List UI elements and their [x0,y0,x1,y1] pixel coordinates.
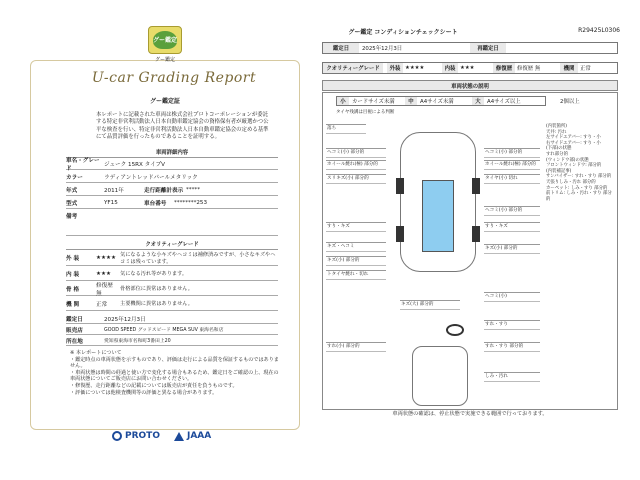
address-label: 所在地 [66,338,83,345]
jaaa-triangle-icon [174,432,184,441]
interior-note: サンバイザー: すれ・すり 部分的 [546,174,612,180]
damage-label-left: 落ち [326,124,366,134]
dealer-row [66,325,278,335]
rating-label: 機 関 [66,301,80,308]
size-big-desc: A4サイズ以上 [487,99,521,105]
checksheet-ext-label: 外装 [387,63,403,73]
vehicle-remarks-row [66,210,278,236]
checksheet-frame-label: 修復歴 [493,63,515,73]
rating-label: 骨 格 [66,286,80,293]
footer-logos [112,428,272,444]
interior-note: (ウィンドウ部)の状態 [546,157,589,163]
seal-text: グー鑑定 [152,37,177,44]
damage-label-right: すれ・すり 部分的 [484,342,540,352]
interior-note: 前トリム: しみ・汚れ・すり 部分的 [546,191,612,202]
rating-stars: 修復歴 無 [96,282,113,297]
note-line: ・車両状態は時間の経過と使い方で変化する場合もあるため、鑑定日をご確認の上、現在の車両状態についてご販売店にお問い合わせください。 [70,369,279,383]
goo-kantei-seal [148,26,182,54]
checksheet-int-value: ★★★ [460,65,475,71]
tire-front-left-icon [396,178,404,194]
inspection-date-label: 鑑定日 [66,316,83,323]
note-line: ・評価については他検査機関等の評価と異なる場合があります。 [70,389,218,396]
vehicle-section-heading: 車両詳細内容 [66,148,278,158]
rating-desc: 骨格部位に異常はありません。 [120,286,193,292]
dealer-label: 販売店 [66,327,83,334]
interior-note: 天井: 汚れ [546,129,567,135]
damage-label-right: キズ(小) 部分的 [484,244,540,254]
checksheet-frame-value: 修復歴 無 [517,66,541,72]
damage-label-left: すれ(小) 部分的 [326,342,386,352]
tire-rear-right-icon [472,226,480,242]
rating-row-interior [66,267,278,281]
rating-desc: 主要機関に異常はありません。 [120,301,193,307]
damage-label-right: すり・キズ [484,222,540,232]
interior-note: すれ部分的 [546,151,568,157]
vehicle-model-label: 型式 [66,200,78,207]
damage-label-left: キズ・ヘコミ [326,242,386,252]
address-value: 愛知県東海市名和町3番田上20 [104,339,171,344]
checksheet-re-label: 再鑑定日 [470,43,506,53]
checksheet-eng-label: 機関 [560,63,578,73]
interior-note: 天張りしみ・汚れ 部分的 [546,179,596,185]
damage-label-left: ヘコミ(小) 部分的 [326,148,386,158]
damage-label-right: タイヤ(小) 切れ [484,174,540,184]
interior-note: (内装箇所) [546,124,567,129]
damage-label-right: すれ・すり [484,320,540,330]
tire-rear-left-icon [396,226,404,242]
size-mid-desc: A4サイズ未満 [420,99,454,105]
jaaa-logo-text: JAAA [186,431,212,441]
report-subtitle: グー鑑定証 [149,98,180,105]
interior-note: (下部)の状態 [546,146,572,152]
car-interior-view [412,346,468,406]
tire-front-right-icon [472,178,480,194]
interior-note: 左サイドエアバー: すり・小 [546,135,601,141]
damage-label-right: ホイール焼れ(極) 部分的 [484,160,540,170]
vehicle-chassis-value: ********253 [174,199,208,206]
checksheet-ext-value: ★★★★ [405,65,425,71]
report-intro: 本レポートに記載された車両は株式会社プロトコーポレーションが委託する特定非営利活動法人日本自動車鑑定協会の資格保有者が厳選かつ公平な検査を行い、特定非営利活動法人日本自動車鑑定協会の定める基準にて品質評価を行ったものであることを証明する。 [96,112,269,141]
report-notes [70,350,280,396]
vehicle-name-label: 車名・グレード [66,157,100,172]
damage-label-right: ヘコミ(小) 部分的 [484,206,540,216]
vehicle-chassis-label: 車台番号 [144,200,167,207]
interior-note: フロントウィンドウ: 部分的 [546,163,602,169]
explain-heading: 車両状態の説明 [322,80,618,91]
proto-logo-text: PROTO [125,431,160,441]
quality-section-heading: クオリティーグレード [66,240,278,250]
size-big: 大 [472,97,484,105]
inspection-date-row [66,314,278,324]
damage-label-left: スリキズ(小) 部分的 [326,174,386,184]
proto-circle-icon [112,431,122,441]
rating-stars: 正常 [96,301,108,308]
vehicle-remarks-label: 備考 [66,214,78,220]
damage-label-right: ヘコミ(小) 部分的 [484,148,540,158]
vehicle-mileage-label: 走行距離計表示 [144,187,184,194]
checksheet-eng-value: 正常 [580,66,591,72]
vehicle-color-value: ラディアントレッドパールメタリック [104,174,198,181]
damage-label-right: しみ・汚れ [484,372,540,382]
vehicle-year-value: 2011年 [104,187,124,194]
checksheet-int-label: 内装 [442,63,458,73]
vehicle-mileage-value: ***** [186,186,200,193]
seal-label: グー鑑定 [154,57,175,63]
vehicle-color-row [66,171,278,183]
rating-desc: 気になる汚れ等があります。 [120,271,188,277]
address-row [66,336,278,346]
checksheet-footer: 車両状態の確認は、停止状態で実施できる範囲で行っております。 [392,411,548,417]
steering-wheel-icon [446,324,464,336]
size-small-desc: カードサイズ未満 [352,99,395,105]
rating-row-exterior [66,250,278,266]
interior-note: 右サイドエアバー: すり・小 [546,140,601,146]
checksheet-date-label: 鑑定日 [323,43,359,53]
rating-desc: 気になるような小キズやヘコミは補修済みですが、小さなキズやヘコミは残っています。 [120,251,276,265]
vehicle-color-label: カラー [66,174,83,181]
note-line: ・修復歴、走行距離などの記載については販売店が責任を負うものです。 [70,382,238,389]
checksheet-grade-label: クオリティーグレード [323,63,383,73]
rating-label: 内 装 [66,271,80,278]
note-line: ・鑑定時点の車両状態を示すものであり、評価は走行による品質を保証するものではありません。 [70,356,279,370]
proto-logo [112,431,160,441]
rating-stars: ★★★ [96,270,112,277]
rating-row-frame [66,282,278,296]
size-mid: 中 [405,97,417,105]
rating-row-engine [66,297,278,311]
checksheet-date-value: 2025年12月3日 [362,46,403,52]
checksheet-id: R29425L0306 [578,27,620,34]
checksheet-title: グー鑑定 コンディションチェックシート [348,29,458,36]
damage-label-right: ヘコミ(小) [484,292,540,302]
jaaa-logo [174,431,211,441]
count-label: 2個以上 [560,99,580,105]
rating-stars: ★★★★ [96,254,117,261]
note-line: ※ 本レポートについて [70,350,122,356]
damage-label-left: キズ(小) 部分的 [326,256,386,266]
vehicle-year-label: 年式 [66,187,78,194]
vehicle-name-row [66,158,278,170]
vehicle-model-value: YF15 [104,199,118,206]
interior-notes [546,124,616,202]
vehicle-model-row [66,197,278,209]
damage-label-left: ホイール焼れ(極) 部分的 [326,160,386,170]
dealer-value: GOOD SPEED グッドスピード MEGA SUV 東海名和店 [104,328,224,333]
interior-note: カーペット: しみ・すり 部分的 [546,185,608,191]
vehicle-name-value: ジューク 15RX タイプV [104,161,165,168]
rating-label: 外 装 [66,255,80,262]
size-small: 小 [337,97,349,105]
damage-label-left: トタイヤ焼れ・切れ [326,270,386,280]
interior-note: (内装補記事) [546,168,572,174]
tire-note: タイヤ残溝は目視による判断 [336,110,395,115]
damage-label-left: すり・キズ [326,222,386,232]
car-glass-area [422,180,454,252]
vehicle-year-row [66,184,278,196]
damage-label-left: キズ(大) 部分的 [400,300,460,310]
inspection-date-value: 2025年12月3日 [104,316,146,323]
report-title: U-car Grading Report [91,70,257,86]
